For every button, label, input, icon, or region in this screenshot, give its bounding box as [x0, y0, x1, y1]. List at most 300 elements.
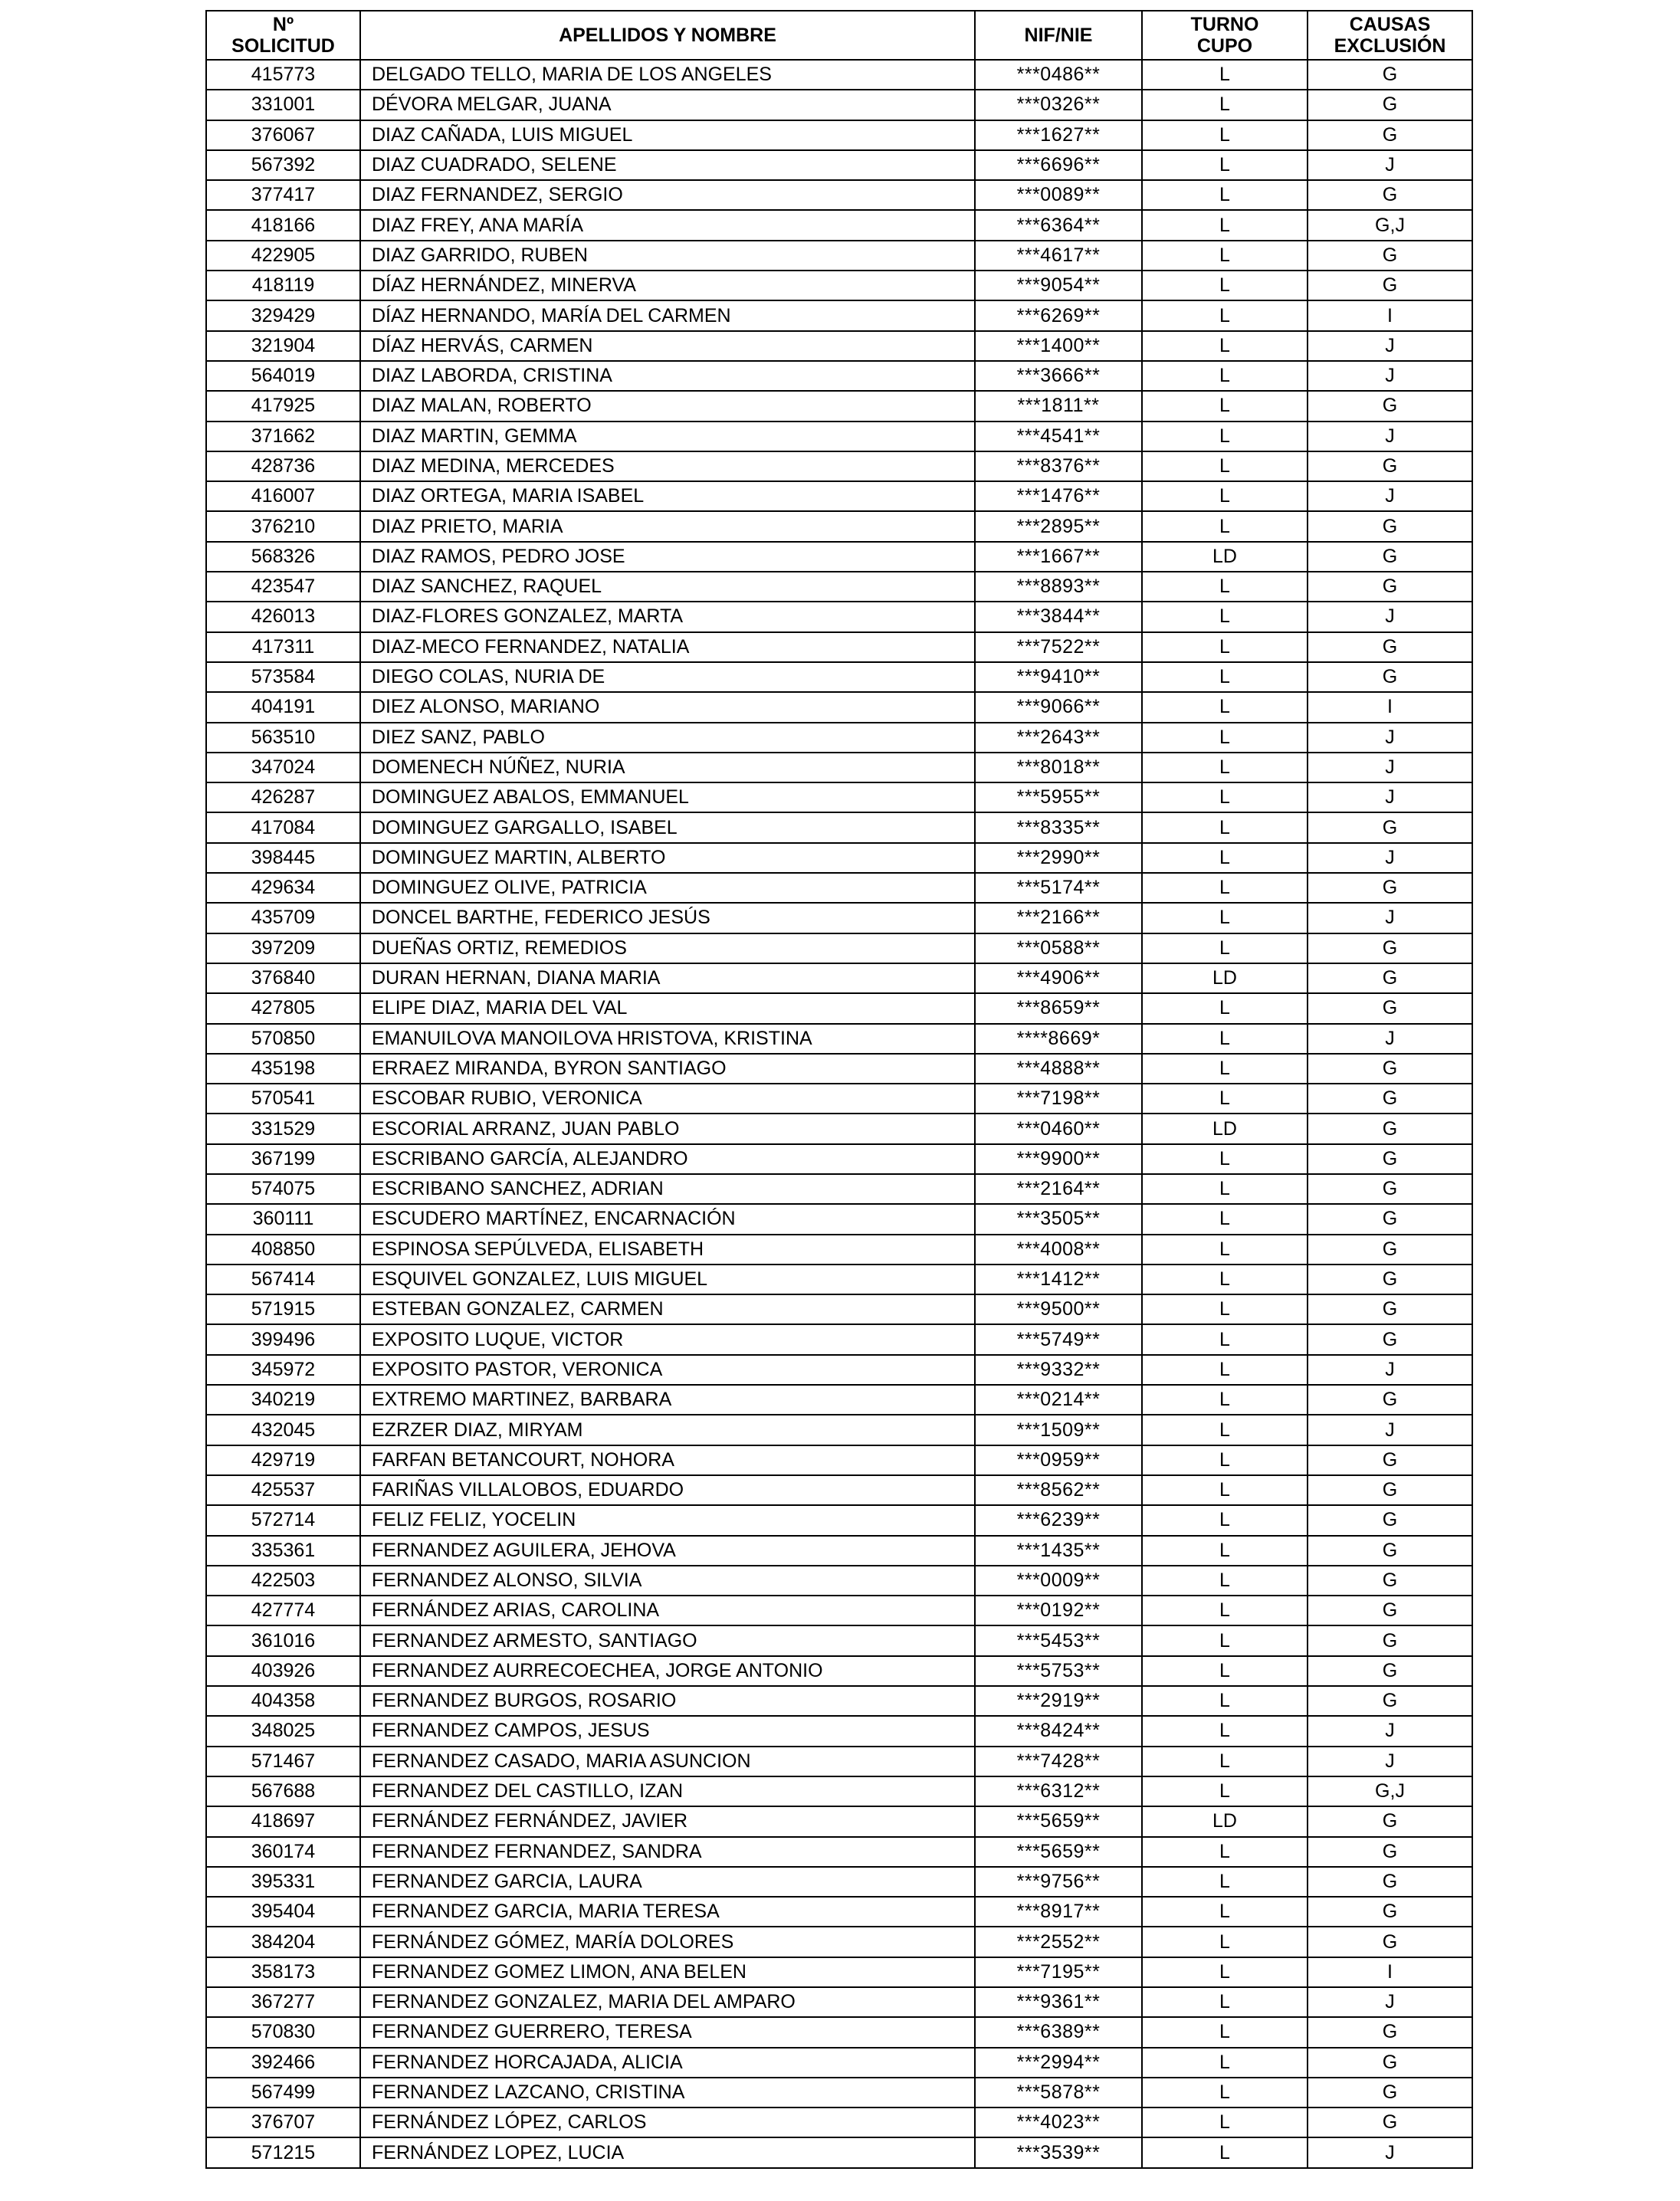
cell-causas: G,J: [1308, 210, 1472, 240]
cell-solicitud: 418697: [206, 1806, 360, 1836]
table-row: [206, 241, 1472, 271]
cell-nif: ***6696**: [975, 150, 1142, 180]
table-row: [206, 1265, 1472, 1294]
table-row: [206, 511, 1472, 541]
cell-turno: L: [1142, 602, 1308, 631]
cell-nif: ***5749**: [975, 1324, 1142, 1354]
table-row: [206, 1144, 1472, 1174]
cell-turno: L: [1142, 1897, 1308, 1927]
table-row: [206, 572, 1472, 602]
header-row: [206, 11, 1472, 60]
cell-solicitud: 571915: [206, 1294, 360, 1324]
table-row: [206, 2108, 1472, 2137]
cell-turno: L: [1142, 210, 1308, 240]
table-row: [206, 1294, 1472, 1324]
table-row: [206, 180, 1472, 210]
cell-solicitud: 570850: [206, 1024, 360, 1054]
cell-causas: G: [1308, 2017, 1472, 2047]
table-row: [206, 300, 1472, 330]
cell-nombre: FERNANDEZ GONZALEZ, MARIA DEL AMPARO: [360, 1987, 975, 2017]
cell-turno: LD: [1142, 542, 1308, 572]
table-row: [206, 1867, 1472, 1897]
cell-solicitud: 376707: [206, 2108, 360, 2137]
cell-turno: L: [1142, 1566, 1308, 1596]
cell-turno: L: [1142, 1987, 1308, 2017]
cell-causas: G: [1308, 873, 1472, 903]
table-row: [206, 993, 1472, 1023]
exclusion-table: [205, 10, 1473, 2169]
cell-solicitud: 422503: [206, 1566, 360, 1596]
cell-solicitud: 360174: [206, 1837, 360, 1867]
cell-nombre: FERNÁNDEZ GÓMEZ, MARÍA DOLORES: [360, 1927, 975, 1957]
table-row: [206, 1475, 1472, 1505]
cell-nombre: DÉVORA MELGAR, JUANA: [360, 90, 975, 120]
cell-causas: G: [1308, 632, 1472, 662]
table-row: [206, 782, 1472, 812]
cell-nombre: DIAZ MALAN, ROBERTO: [360, 391, 975, 421]
cell-solicitud: 331001: [206, 90, 360, 120]
cell-solicitud: 377417: [206, 180, 360, 210]
cell-nombre: EMANUILOVA MANOILOVA HRISTOVA, KRISTINA: [360, 1024, 975, 1054]
cell-nif: ***8659**: [975, 993, 1142, 1023]
cell-turno: L: [1142, 1837, 1308, 1867]
cell-solicitud: 403926: [206, 1656, 360, 1686]
cell-solicitud: 367199: [206, 1144, 360, 1174]
cell-solicitud: 408850: [206, 1235, 360, 1265]
cell-solicitud: 435709: [206, 903, 360, 933]
table-row: [206, 1596, 1472, 1625]
cell-causas: G: [1308, 1144, 1472, 1174]
cell-solicitud: 567392: [206, 150, 360, 180]
cell-solicitud: 435198: [206, 1054, 360, 1084]
cell-turno: L: [1142, 422, 1308, 451]
cell-nif: ***2166**: [975, 903, 1142, 933]
cell-turno: L: [1142, 753, 1308, 782]
cell-causas: G: [1308, 241, 1472, 271]
cell-nif: ***3539**: [975, 2137, 1142, 2167]
cell-nombre: FERNÁNDEZ LOPEZ, LUCIA: [360, 2137, 975, 2167]
cell-causas: G: [1308, 1475, 1472, 1505]
cell-nif: ***5955**: [975, 782, 1142, 812]
cell-nif: ***4023**: [975, 2108, 1142, 2137]
cell-causas: G: [1308, 1686, 1472, 1716]
cell-turno: L: [1142, 2078, 1308, 2108]
cell-solicitud: 395404: [206, 1897, 360, 1927]
header-solicitud-line2: SOLICITUD: [231, 35, 335, 57]
cell-turno: L: [1142, 1656, 1308, 1686]
cell-nombre: DÍAZ HERNÁNDEZ, MINERVA: [360, 271, 975, 300]
cell-nif: ***7198**: [975, 1084, 1142, 1114]
cell-nif: ***3844**: [975, 602, 1142, 631]
cell-nif: ***5453**: [975, 1625, 1142, 1655]
cell-solicitud: 426287: [206, 782, 360, 812]
cell-nif: ***5174**: [975, 873, 1142, 903]
table-row: [206, 963, 1472, 993]
cell-nombre: FARIÑAS VILLALOBOS, EDUARDO: [360, 1475, 975, 1505]
cell-causas: G: [1308, 933, 1472, 963]
cell-nif: ***9054**: [975, 271, 1142, 300]
cell-nif: ***8917**: [975, 1897, 1142, 1927]
cell-causas: G: [1308, 2048, 1472, 2078]
cell-nombre: DOMINGUEZ MARTIN, ALBERTO: [360, 843, 975, 873]
cell-causas: J: [1308, 723, 1472, 753]
cell-causas: G: [1308, 180, 1472, 210]
cell-nif: ***5659**: [975, 1837, 1142, 1867]
table-row: [206, 753, 1472, 782]
cell-causas: G: [1308, 90, 1472, 120]
cell-turno: LD: [1142, 963, 1308, 993]
cell-solicitud: 573584: [206, 662, 360, 692]
cell-turno: L: [1142, 1024, 1308, 1054]
cell-nif: ***9410**: [975, 662, 1142, 692]
table-row: [206, 1897, 1472, 1927]
table-row: [206, 903, 1472, 933]
cell-nif: ***8335**: [975, 812, 1142, 842]
cell-causas: I: [1308, 1957, 1472, 1987]
cell-causas: G: [1308, 1536, 1472, 1566]
cell-turno: L: [1142, 1596, 1308, 1625]
cell-nif: ***1811**: [975, 391, 1142, 421]
cell-nombre: ESCUDERO MARTÍNEZ, ENCARNACIÓN: [360, 1204, 975, 1234]
cell-turno: L: [1142, 873, 1308, 903]
cell-solicitud: 572714: [206, 1505, 360, 1535]
cell-turno: L: [1142, 2017, 1308, 2047]
cell-nif: ***1435**: [975, 1536, 1142, 1566]
cell-solicitud: 404358: [206, 1686, 360, 1716]
cell-causas: G: [1308, 1385, 1472, 1415]
cell-nombre: FERNÁNDEZ FERNÁNDEZ, JAVIER: [360, 1806, 975, 1836]
header-nombre: APELLIDOS Y NOMBRE: [360, 11, 975, 60]
cell-nombre: FERNANDEZ CAMPOS, JESUS: [360, 1716, 975, 1746]
cell-solicitud: 417084: [206, 812, 360, 842]
cell-nombre: ESPINOSA SEPÚLVEDA, ELISABETH: [360, 1235, 975, 1265]
cell-nif: ***1667**: [975, 542, 1142, 572]
cell-nombre: DIAZ-MECO FERNANDEZ, NATALIA: [360, 632, 975, 662]
cell-solicitud: 570830: [206, 2017, 360, 2047]
cell-nif: ***4617**: [975, 241, 1142, 271]
table-row: [206, 2137, 1472, 2167]
cell-causas: G: [1308, 993, 1472, 1023]
cell-solicitud: 570541: [206, 1084, 360, 1114]
cell-solicitud: 376210: [206, 511, 360, 541]
table-row: [206, 1505, 1472, 1535]
cell-nif: ***1400**: [975, 331, 1142, 361]
cell-causas: J: [1308, 602, 1472, 631]
cell-turno: L: [1142, 451, 1308, 481]
cell-nombre: FERNANDEZ GARCIA, MARIA TERESA: [360, 1897, 975, 1927]
cell-turno: L: [1142, 120, 1308, 150]
cell-solicitud: 427774: [206, 1596, 360, 1625]
cell-causas: G: [1308, 2108, 1472, 2137]
cell-nombre: DIAZ FERNANDEZ, SERGIO: [360, 180, 975, 210]
table-row: [206, 873, 1472, 903]
cell-solicitud: 371662: [206, 422, 360, 451]
cell-causas: G: [1308, 1806, 1472, 1836]
cell-nombre: FERNANDEZ AURRECOECHEA, JORGE ANTONIO: [360, 1656, 975, 1686]
table-row: [206, 1806, 1472, 1836]
table-row: [206, 1957, 1472, 1987]
table-row: [206, 271, 1472, 300]
cell-nif: ***7195**: [975, 1957, 1142, 1987]
cell-solicitud: 376840: [206, 963, 360, 993]
cell-turno: L: [1142, 361, 1308, 391]
table-row: [206, 1776, 1472, 1806]
cell-nombre: FERNANDEZ LAZCANO, CRISTINA: [360, 2078, 975, 2108]
cell-solicitud: 347024: [206, 753, 360, 782]
table-row: [206, 1686, 1472, 1716]
cell-nif: ***0192**: [975, 1596, 1142, 1625]
cell-nif: ***8562**: [975, 1475, 1142, 1505]
table-row: [206, 602, 1472, 631]
cell-solicitud: 392466: [206, 2048, 360, 2078]
cell-solicitud: 567414: [206, 1265, 360, 1294]
cell-nif: ***5659**: [975, 1806, 1142, 1836]
table-row: [206, 1656, 1472, 1686]
cell-solicitud: 358173: [206, 1957, 360, 1987]
table-row: [206, 1716, 1472, 1746]
cell-causas: G: [1308, 1084, 1472, 1114]
cell-turno: L: [1142, 782, 1308, 812]
cell-solicitud: 329429: [206, 300, 360, 330]
table-row: [206, 1355, 1472, 1385]
cell-causas: J: [1308, 753, 1472, 782]
cell-solicitud: 397209: [206, 933, 360, 963]
cell-nombre: ESCORIAL ARRANZ, JUAN PABLO: [360, 1114, 975, 1143]
cell-turno: L: [1142, 90, 1308, 120]
cell-turno: L: [1142, 391, 1308, 421]
table-row: [206, 723, 1472, 753]
cell-nif: ***1627**: [975, 120, 1142, 150]
cell-nombre: EXPOSITO PASTOR, VERONICA: [360, 1355, 975, 1385]
cell-turno: L: [1142, 1536, 1308, 1566]
cell-solicitud: 429719: [206, 1445, 360, 1475]
cell-solicitud: 416007: [206, 481, 360, 511]
table-row: [206, 1536, 1472, 1566]
cell-causas: G: [1308, 662, 1472, 692]
cell-causas: J: [1308, 481, 1472, 511]
table-row: [206, 812, 1472, 842]
cell-nombre: ESCRIBANO GARCÍA, ALEJANDRO: [360, 1144, 975, 1174]
cell-solicitud: 361016: [206, 1625, 360, 1655]
cell-causas: I: [1308, 300, 1472, 330]
cell-nif: ***5753**: [975, 1656, 1142, 1686]
cell-solicitud: 423547: [206, 572, 360, 602]
cell-solicitud: 564019: [206, 361, 360, 391]
cell-nif: ***2643**: [975, 723, 1142, 753]
cell-nif: ***6389**: [975, 2017, 1142, 2047]
cell-causas: G: [1308, 963, 1472, 993]
cell-solicitud: 335361: [206, 1536, 360, 1566]
cell-nif: ***9066**: [975, 692, 1142, 722]
cell-causas: G: [1308, 1235, 1472, 1265]
cell-nif: ***0588**: [975, 933, 1142, 963]
cell-nif: ***2990**: [975, 843, 1142, 873]
table-row: [206, 1625, 1472, 1655]
cell-turno: L: [1142, 300, 1308, 330]
cell-nif: ***5878**: [975, 2078, 1142, 2108]
cell-solicitud: 422905: [206, 241, 360, 271]
header-causas-line2: EXCLUSIÓN: [1334, 35, 1446, 57]
cell-nombre: FARFAN BETANCOURT, NOHORA: [360, 1445, 975, 1475]
cell-causas: G: [1308, 542, 1472, 572]
cell-nombre: ESTEBAN GONZALEZ, CARMEN: [360, 1294, 975, 1324]
cell-turno: L: [1142, 1686, 1308, 1716]
cell-nif: ****8669*: [975, 1024, 1142, 1054]
cell-causas: G: [1308, 2078, 1472, 2108]
cell-nombre: DIAZ CUADRADO, SELENE: [360, 150, 975, 180]
cell-nombre: ESCOBAR RUBIO, VERONICA: [360, 1084, 975, 1114]
cell-turno: L: [1142, 1324, 1308, 1354]
cell-turno: L: [1142, 1957, 1308, 1987]
table-row: [206, 692, 1472, 722]
cell-turno: LD: [1142, 1114, 1308, 1143]
cell-causas: G: [1308, 271, 1472, 300]
table-row: [206, 843, 1472, 873]
cell-nombre: EXPOSITO LUQUE, VICTOR: [360, 1324, 975, 1354]
cell-nombre: DIAZ MARTIN, GEMMA: [360, 422, 975, 451]
cell-turno: L: [1142, 1054, 1308, 1084]
table-row: [206, 2078, 1472, 2108]
cell-nif: ***0959**: [975, 1445, 1142, 1475]
table-row: [206, 451, 1472, 481]
cell-nombre: FELIZ FELIZ, YOCELIN: [360, 1505, 975, 1535]
cell-causas: J: [1308, 782, 1472, 812]
cell-turno: L: [1142, 1265, 1308, 1294]
header-causas: [1308, 11, 1472, 60]
cell-causas: J: [1308, 1987, 1472, 2017]
cell-nombre: FERNANDEZ HORCAJADA, ALICIA: [360, 2048, 975, 2078]
cell-nombre: DOMINGUEZ OLIVE, PATRICIA: [360, 873, 975, 903]
cell-turno: L: [1142, 1475, 1308, 1505]
table-row: [206, 542, 1472, 572]
cell-nombre: DELGADO TELLO, MARIA DE LOS ANGELES: [360, 60, 975, 90]
table-row: [206, 422, 1472, 451]
cell-turno: LD: [1142, 1806, 1308, 1836]
cell-nombre: DIAZ GARRIDO, RUBEN: [360, 241, 975, 271]
cell-causas: G: [1308, 451, 1472, 481]
cell-solicitud: 574075: [206, 1174, 360, 1204]
cell-nif: ***2164**: [975, 1174, 1142, 1204]
cell-nif: ***9361**: [975, 1987, 1142, 2017]
cell-turno: L: [1142, 2048, 1308, 2078]
cell-nombre: DIAZ LABORDA, CRISTINA: [360, 361, 975, 391]
table-row: [206, 1204, 1472, 1234]
cell-causas: G: [1308, 1174, 1472, 1204]
table-row: [206, 90, 1472, 120]
cell-turno: L: [1142, 2108, 1308, 2137]
cell-nombre: FERNANDEZ ALONSO, SILVIA: [360, 1566, 975, 1596]
cell-nif: ***2994**: [975, 2048, 1142, 2078]
cell-turno: L: [1142, 1415, 1308, 1445]
cell-nombre: FERNANDEZ GUERRERO, TERESA: [360, 2017, 975, 2047]
table-row: [206, 933, 1472, 963]
cell-solicitud: 432045: [206, 1415, 360, 1445]
cell-turno: L: [1142, 632, 1308, 662]
cell-solicitud: 417925: [206, 391, 360, 421]
cell-causas: G: [1308, 572, 1472, 602]
cell-solicitud: 384204: [206, 1927, 360, 1957]
cell-nombre: DÍAZ HERNANDO, MARÍA DEL CARMEN: [360, 300, 975, 330]
cell-solicitud: 418119: [206, 271, 360, 300]
cell-causas: G: [1308, 1867, 1472, 1897]
cell-turno: L: [1142, 572, 1308, 602]
table-row: [206, 331, 1472, 361]
cell-causas: J: [1308, 1024, 1472, 1054]
table-row: [206, 1235, 1472, 1265]
table-row: [206, 120, 1472, 150]
cell-nombre: FERNÁNDEZ ARIAS, CAROLINA: [360, 1596, 975, 1625]
cell-nombre: FERNANDEZ ARMESTO, SANTIAGO: [360, 1625, 975, 1655]
cell-causas: G: [1308, 1204, 1472, 1234]
cell-turno: L: [1142, 150, 1308, 180]
cell-nif: ***0326**: [975, 90, 1142, 120]
table-header: [206, 11, 1472, 60]
cell-turno: L: [1142, 993, 1308, 1023]
cell-nif: ***0089**: [975, 180, 1142, 210]
cell-causas: G: [1308, 1054, 1472, 1084]
table-row: [206, 150, 1472, 180]
table-row: [206, 2048, 1472, 2078]
cell-nif: ***6269**: [975, 300, 1142, 330]
cell-solicitud: 567499: [206, 2078, 360, 2108]
cell-turno: L: [1142, 60, 1308, 90]
cell-nombre: DOMINGUEZ GARGALLO, ISABEL: [360, 812, 975, 842]
cell-solicitud: 395331: [206, 1867, 360, 1897]
cell-nombre: ELIPE DIAZ, MARIA DEL VAL: [360, 993, 975, 1023]
table-row: [206, 1415, 1472, 1445]
cell-causas: G: [1308, 1445, 1472, 1475]
cell-causas: G: [1308, 120, 1472, 150]
table-body: [206, 60, 1472, 2168]
table-row: [206, 391, 1472, 421]
cell-causas: G: [1308, 1927, 1472, 1957]
cell-nombre: EZRZER DIAZ, MIRYAM: [360, 1415, 975, 1445]
header-solicitud: [206, 11, 360, 60]
table-row: [206, 1114, 1472, 1143]
cell-turno: L: [1142, 241, 1308, 271]
table-row: [206, 60, 1472, 90]
cell-causas: J: [1308, 843, 1472, 873]
cell-nif: ***4541**: [975, 422, 1142, 451]
cell-causas: G: [1308, 1324, 1472, 1354]
cell-turno: L: [1142, 1355, 1308, 1385]
cell-causas: I: [1308, 692, 1472, 722]
table-row: [206, 481, 1472, 511]
cell-nif: ***8376**: [975, 451, 1142, 481]
cell-nombre: DOMENECH NÚÑEZ, NURIA: [360, 753, 975, 782]
header-turno: [1142, 11, 1308, 60]
cell-turno: L: [1142, 331, 1308, 361]
cell-turno: L: [1142, 180, 1308, 210]
table-row: [206, 632, 1472, 662]
cell-turno: L: [1142, 843, 1308, 873]
cell-nif: ***2919**: [975, 1686, 1142, 1716]
cell-causas: J: [1308, 1716, 1472, 1746]
cell-causas: G: [1308, 1837, 1472, 1867]
cell-nombre: DOMINGUEZ ABALOS, EMMANUEL: [360, 782, 975, 812]
cell-causas: G: [1308, 812, 1472, 842]
cell-nombre: DIEGO COLAS, NURIA DE: [360, 662, 975, 692]
cell-nombre: DIAZ MEDINA, MERCEDES: [360, 451, 975, 481]
cell-nif: ***0009**: [975, 1566, 1142, 1596]
cell-nif: ***9900**: [975, 1144, 1142, 1174]
table-row: [206, 1024, 1472, 1054]
cell-nombre: EXTREMO MARTINEZ, BARBARA: [360, 1385, 975, 1415]
cell-nif: ***0460**: [975, 1114, 1142, 1143]
table-row: [206, 1445, 1472, 1475]
header-causas-line1: CAUSAS: [1349, 14, 1431, 35]
cell-nombre: FERNANDEZ GARCIA, LAURA: [360, 1867, 975, 1897]
